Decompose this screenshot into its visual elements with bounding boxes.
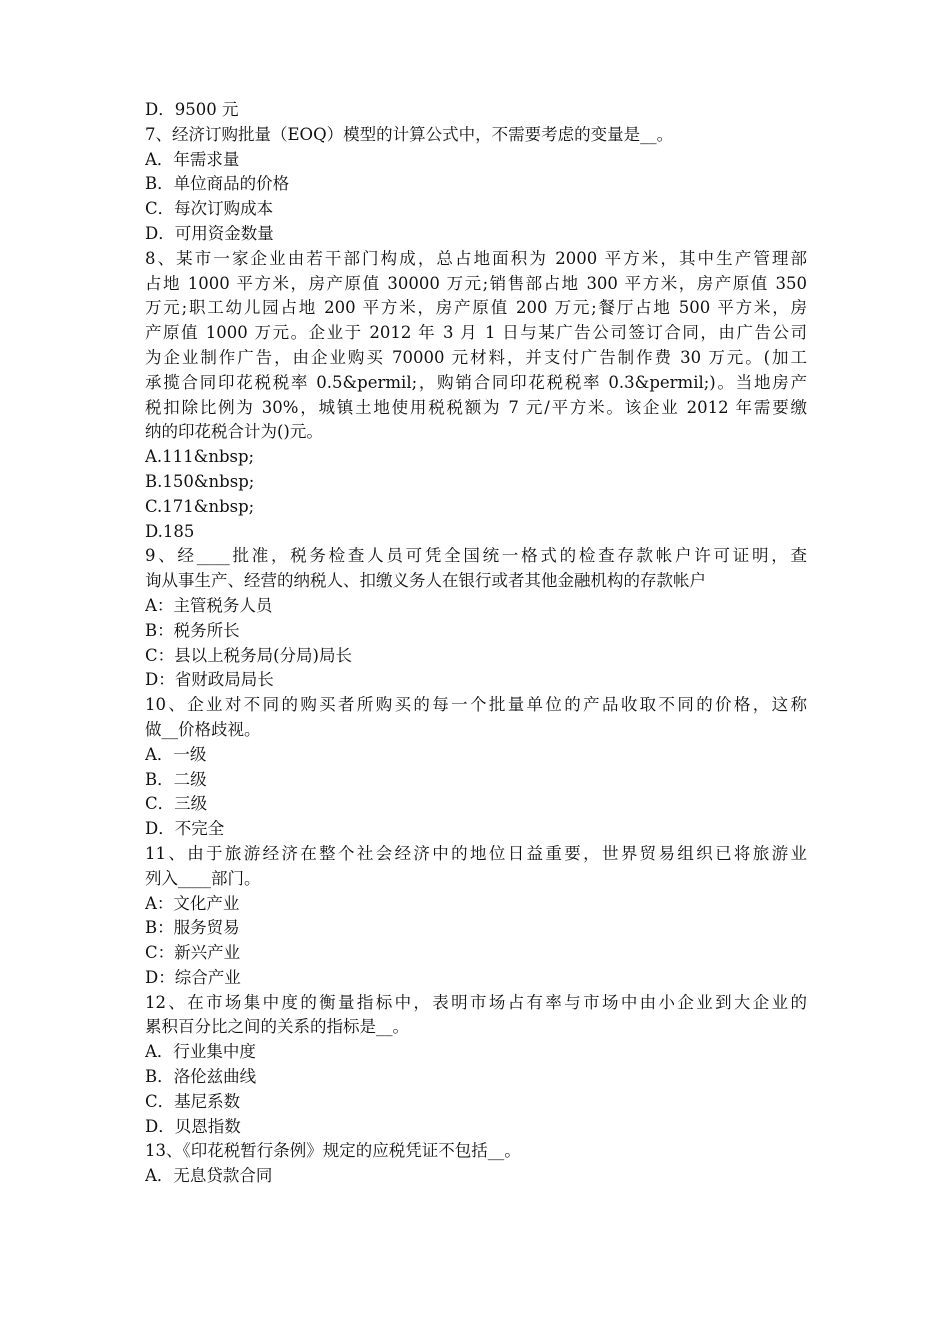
option-b: B：税务所长 — [145, 620, 240, 640]
question-8-line: 税扣除比例为 30%，城镇土地使用税税额为 7 元/平方米。该企业 2012 年需要缴 — [145, 397, 807, 417]
option-c: C．基尼系数 — [145, 1091, 241, 1111]
question-10-line: 10、企业对不同的购买者所购买的每一个批量单位的产品收取不同的价格，这称 — [145, 695, 807, 715]
question-8-line: 纳的印花税合计为()元。 — [145, 422, 323, 442]
option-d: D：省财政局局长 — [145, 670, 274, 690]
option-a: A．行业集中度 — [145, 1042, 256, 1062]
question-12-line: 累积百分比之间的关系的指标是__。 — [145, 1017, 409, 1037]
option-d: D.185 — [145, 521, 195, 541]
document-page — [145, 98, 807, 1189]
option-a: A．年需求量 — [145, 149, 240, 169]
option-d: D．不完全 — [145, 819, 225, 839]
question-8-line: 为企业制作广告，由企业购买 70000 元材料，并支付广告制作费 30 万元。(加工 — [145, 347, 807, 367]
option-b: B．单位商品的价格 — [145, 174, 290, 194]
option-c: C：新兴产业 — [145, 943, 241, 963]
option-a: A：文化产业 — [145, 893, 240, 913]
option-c: C．每次订购成本 — [145, 199, 274, 219]
option-b: B．二级 — [145, 769, 207, 789]
option-c: C．三级 — [145, 794, 208, 814]
option-c: C.171&nbsp; — [145, 496, 255, 516]
option-b: B．洛伦兹曲线 — [145, 1067, 257, 1087]
option-a: A：主管税务人员 — [145, 595, 273, 615]
option-a: A．一级 — [145, 744, 207, 764]
question-10-line: 做__价格歧视。 — [145, 719, 261, 739]
question-9-line: 询从事生产、经营的纳税人、扣缴义务人在银行或者其他金融机构的存款帐户 — [145, 571, 706, 591]
option-d: D．贝恩指数 — [145, 1116, 241, 1136]
option-a: A．无息贷款合同 — [145, 1166, 273, 1186]
option-b: B.150&nbsp; — [145, 471, 255, 491]
question-8-line: 8、某市一家企业由若干部门构成，总占地面积为 2000 平方米，其中生产管理部 — [145, 248, 807, 268]
question-12-line: 12、在市场集中度的衡量指标中，表明市场占有率与市场中由小企业到大企业的 — [145, 992, 807, 1012]
option-c: C：县以上税务局(分局)局长 — [145, 645, 352, 665]
question-8-line: 占地 1000 平方米，房产原值 30000 万元;销售部占地 300 平方米，房产原值 350 — [145, 273, 807, 293]
question-8-line: 承揽合同印花税税率 0.5&permil;，购销合同印花税税率 0.3&permil;)。当地房产 — [145, 372, 807, 392]
question-8-line: 产原值 1000 万元。企业于 2012 年 3 月 1 日与某广告公司签订合同，由广告公司 — [145, 323, 807, 343]
question-8-line: 万元;职工幼儿园占地 200 平方米，房产原值 200 万元;餐厅占地 500 平方米，房 — [145, 298, 807, 318]
question-13: 13、《印花税暂行条例》规定的应税凭证不包括__。 — [145, 1141, 521, 1161]
question-11-line: 11、由于旅游经济在整个社会经济中的地位日益重要，世界贸易组织已将旅游业 — [145, 843, 807, 863]
question-7: 7、经济订购批量（EOQ）模型的计算公式中，不需要考虑的变量是__。 — [145, 124, 674, 144]
option-b: B：服务贸易 — [145, 918, 240, 938]
option-d: D：综合产业 — [145, 967, 241, 987]
option-d: D．可用资金数量 — [145, 223, 274, 243]
question-11-line: 列入____部门。 — [145, 868, 261, 888]
text-line: D．9500 元 — [145, 100, 239, 119]
option-a: A.111&nbsp; — [145, 447, 255, 467]
question-9-line: 9、经____批准，税务检查人员可凭全国统一格式的检查存款帐户许可证明，查 — [145, 546, 807, 566]
